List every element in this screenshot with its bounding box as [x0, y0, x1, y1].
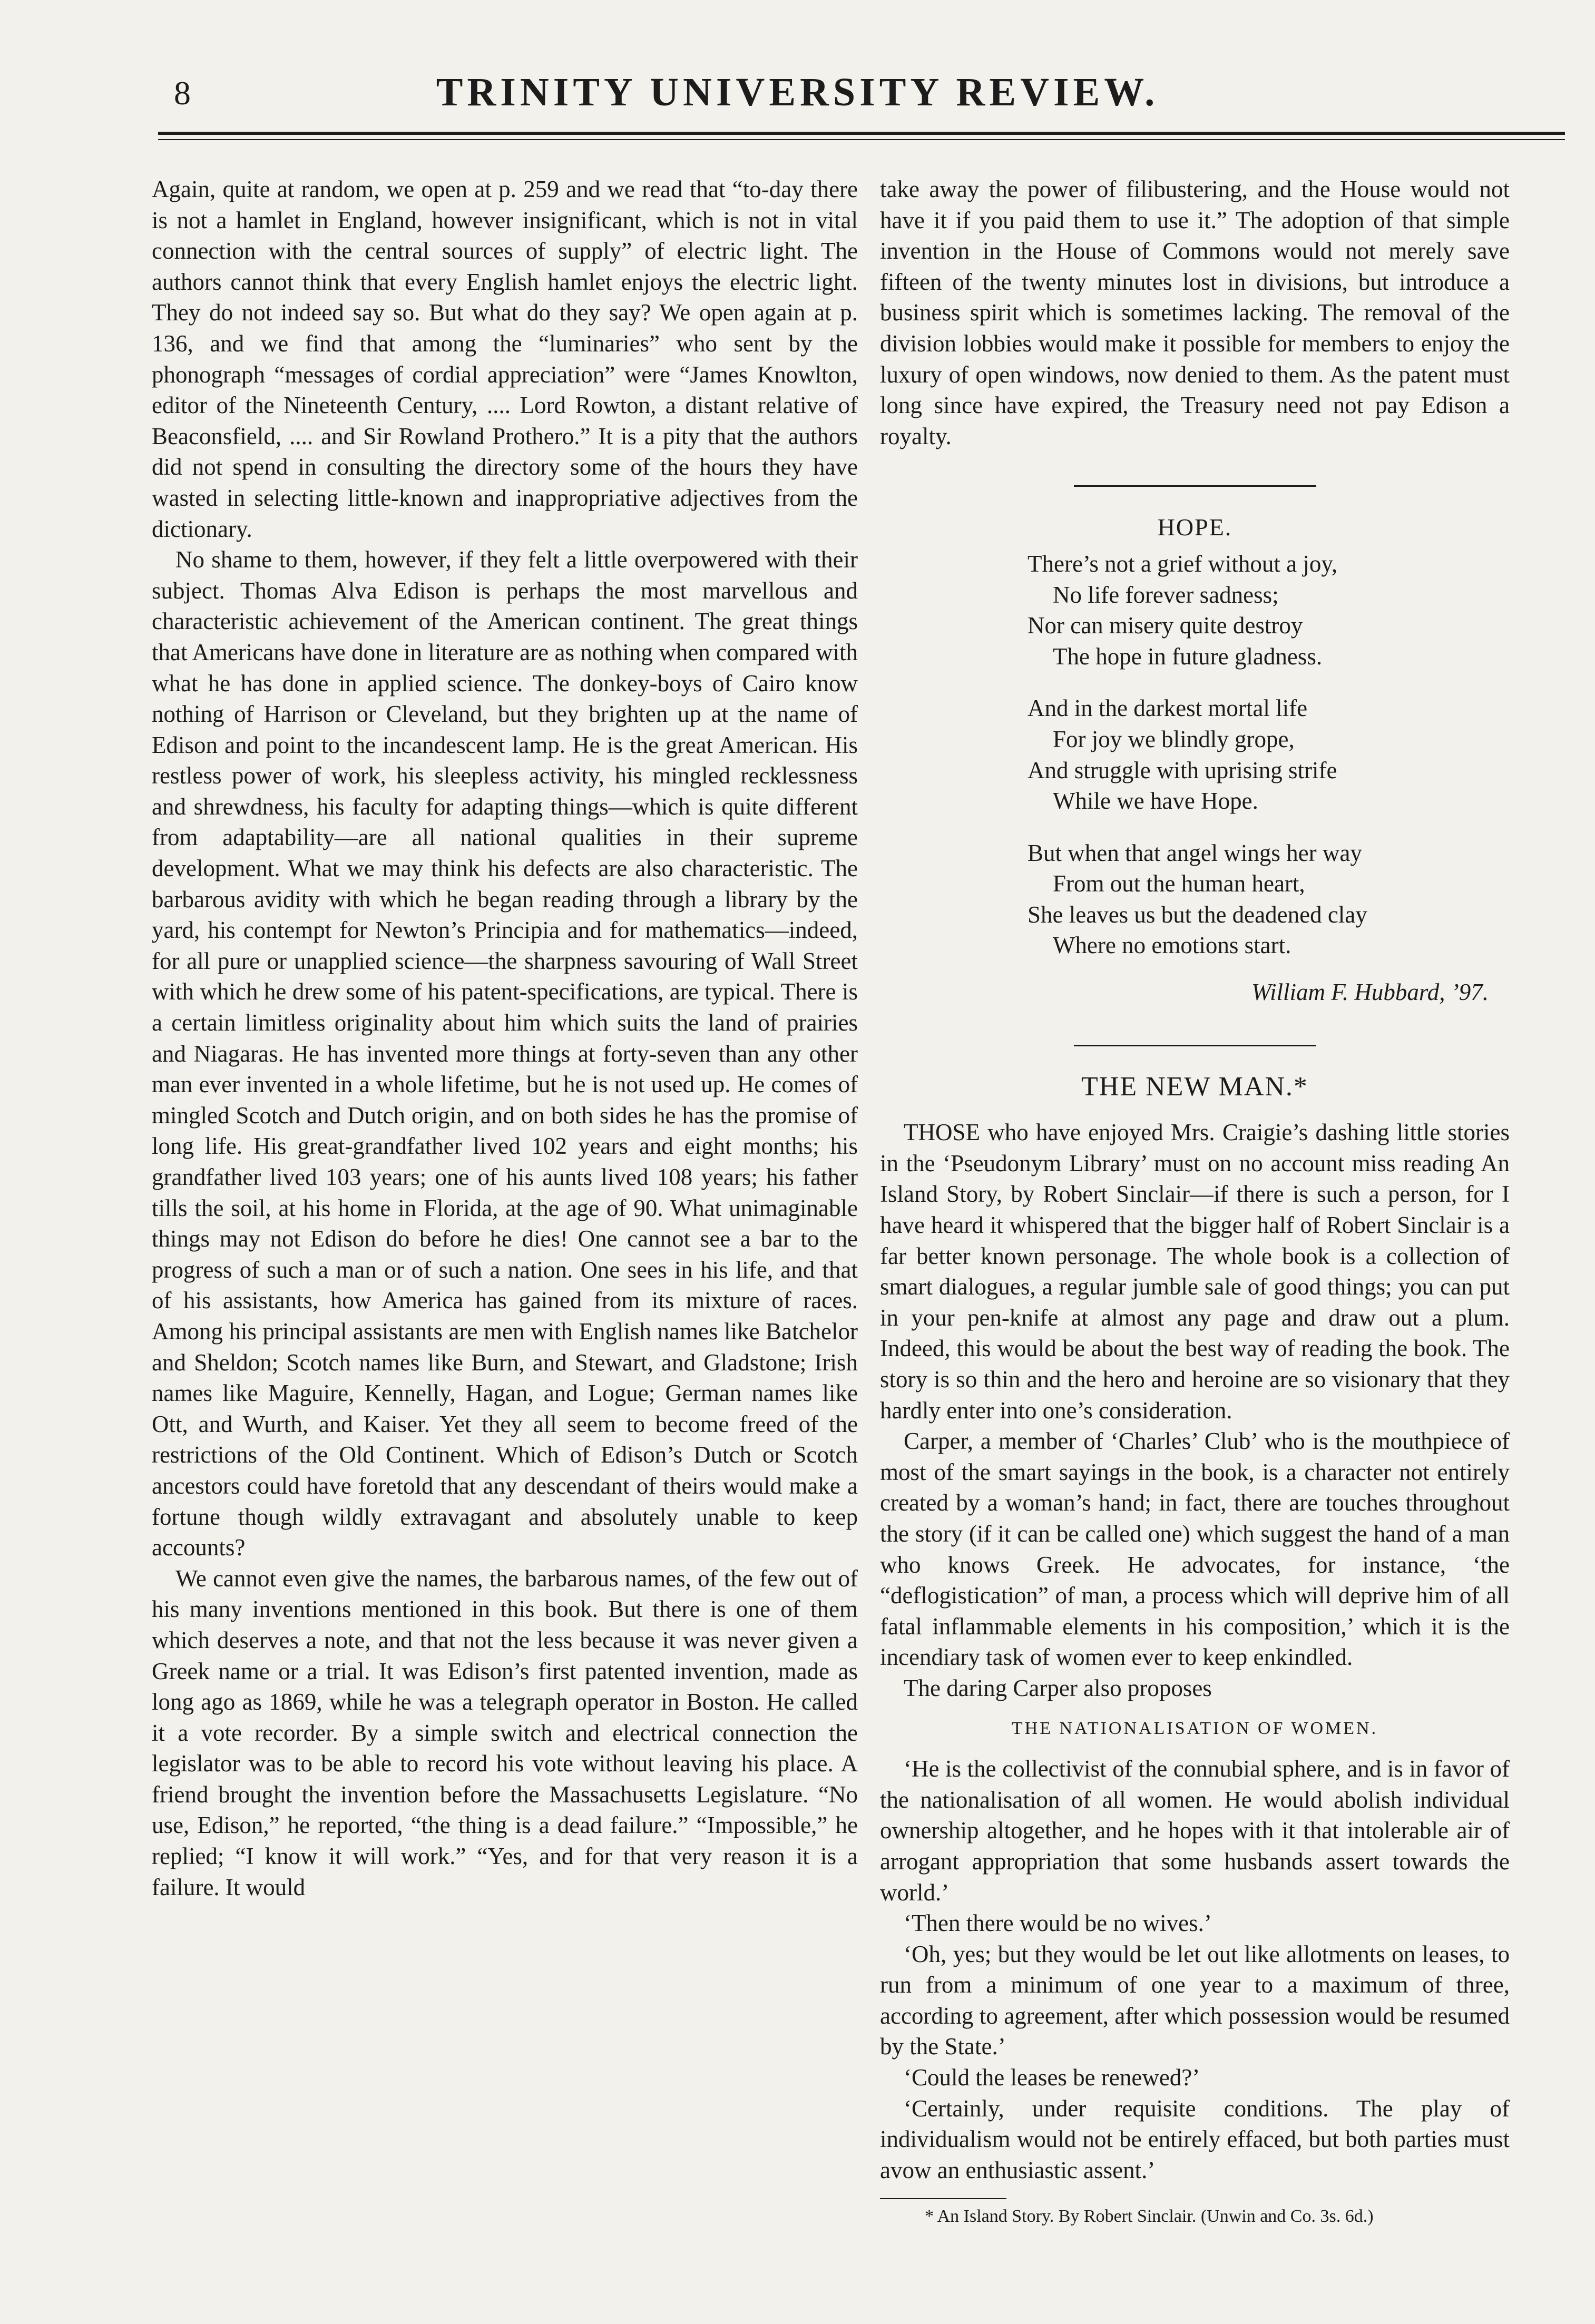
paragraph: We cannot even give the names, the barbarous names, of the few out of his many inventions mentioned in this book. But there is one of them which deserves a note, and that not the less because it was never given a Greek name or a trial. It was Edison’s first patented invention, made as long ago as 1869, while he was a telegraph operator in Boston. He called it a vote recorder. By a simple switch and electrical connection the legislator was to be able to record his vote without leaving his place. A friend brought the invention before the Massachusetts Legislature. “No use, Edison,” he reported, “the thing is a dead failure.” “Impossible,” he replied; “I know it will work.” “Yes, and for that very reason it is a failure. It would	[152, 1565, 858, 1900]
poem-line: The hope in future gladness.	[1053, 643, 1323, 670]
poem-line: There’s not a grief without a joy,	[1028, 550, 1338, 577]
poem-author: William F. Hubbard, ’97.	[1251, 979, 1489, 1006]
footnote: * An Island Story. By Robert Sinclair. (Unwin and Co. 3s. 6d.)	[925, 2207, 1374, 2227]
paragraph: THOSE who have enjoyed Mrs. Craigie’s dashing little stories in the ‘Pseudonym Library’ must on no account miss reading An Island Story, by Robert Sinclair—if there is such a person, for I have heard it whispered that the bigger half of Robert Sinclair is a far better known personage. The whole book is a collection of smart dialogues, a regular jumble sale of good things; you can put in your pen-knife at almost any page and draw out a plum. Indeed, this would be about the best way of reading the book. The story is so thin and the hero and heroine are so visionary that they hardly enter into one’s consideration.	[880, 1119, 1510, 1424]
poem-stanza	[1028, 838, 1510, 961]
poem-line: And in the darkest mortal life	[1028, 695, 1308, 722]
paragraph: Carper, a member of ‘Charles’ Club’ who is the mouthpiece of most of the smart sayings in the book, is a character not entirely created by a woman’s hand; in fact, there are touches throughout the story (if it can be called one) which suggest the hand of a man who knows Greek. He advocates, for instance, ‘the “deflogistication” of man, a process which will deprive him of all fatal inflammable elements in his composition,’ which it is the incendiary task of women ever to keep enkindled.	[880, 1428, 1510, 1671]
poem-line: Where no emotions start.	[1053, 932, 1291, 959]
paragraph: take away the power of filibustering, and the House would not have it if you paid them to use it.” The adoption of that simple invention in the House of Commons would not merely save fifteen of the twenty minutes lost in divisions, but introduce a business spirit which is sometimes lacking. The removal of the division lobbies would make it possible for members to enjoy the luxury of open windows, now denied to them. As the patent must long since have expired, the Treasury need not pay Edison a royalty.	[880, 176, 1510, 449]
section-divider	[1074, 485, 1316, 487]
section-divider	[1074, 1045, 1316, 1046]
dialogue-paragraph: ‘He is the collectivist of the connubial sphere, and is in favor of the nationalisation of all women. He would abolish individual ownership altogether, and he hopes with it that intolerable air of arrogant appropriation that some husbands assert towards the world.’	[880, 1756, 1510, 1906]
poem-stanza	[1028, 548, 1510, 672]
masthead-rule	[158, 132, 1565, 135]
poem-line: While we have Hope.	[1053, 788, 1258, 815]
poem-line: For joy we blindly grope,	[1053, 725, 1295, 752]
paragraph: The daring Carper also proposes	[904, 1674, 1212, 1701]
right-column	[880, 174, 1510, 2229]
footnote-rule	[880, 2198, 1006, 2199]
masthead-rule-thin	[158, 139, 1565, 140]
poem-line: Nor can misery quite destroy	[1028, 612, 1303, 639]
poem-line: But when that angel wings her way	[1028, 839, 1362, 866]
left-column	[152, 174, 858, 1903]
paragraph: Again, quite at random, we open at p. 259 and we read that “to-day there is not a hamlet in England, however insignificant, which is not in vital connection with the central sources of supply” of electric light. The authors cannot think that every English hamlet enjoys the electric light. They do not indeed say so. But what do they say? We open again at p. 136, and we find that among the “luminaries” who sent by the phonograph “messages of cordial appreciation” were “James Knowlton, editor of the Nineteenth Century, .... Lord Rowton, a distant relative of Beaconsfield, .... and Sir Rowland Prothero.” It is a pity that the authors did not spend in consulting the directory some of the hours they have wasted in selecting little-known and inappropriative adjectives from the dictionary.	[152, 176, 858, 542]
poem	[1028, 548, 1510, 961]
poem-line: From out the human heart,	[1053, 870, 1305, 897]
review-title: THE NEW MAN.*	[1081, 1071, 1308, 1102]
dialogue-paragraph: ‘Could the leases be renewed?’	[904, 2064, 1200, 2091]
paragraph: No shame to them, however, if they felt a little overpowered with their subject. Thomas Alva Edison is perhaps the most marvellous and characteristic achievement of the American continent. The great things that Americans have done in literature are as nothing when compared with what he has done in applied science. The donkey-boys of Cairo know nothing of Harrison or Cleveland, but they brighten up at the name of Edison and point to the incandescent lamp. He is the great American. His restless power of work, his sleepless activity, his mingled recklessness and shrewdness, his faculty for adapting things—which is quite different from adaptability—are all national qualities in their supreme development. What we may think his defects are also characteristic. The barbarous avidity with which he began reading through a library by the yard, his contempt for Newton’s Principia and for mathematics—indeed, for all pure or unapplied science—the sharpness savouring of Wall Street with which he drew some of his patent-specifications, are typical. There is a certain limitless originality about him which suits the land of prairies and Niagaras. He has invented more things at forty-seven than any other man ever invented in a whole lifetime, but he is not used up. He comes of mingled Scotch and Dutch origin, and on both sides he has the promise of long life. His great-grandfather lived 102 years and eight months; his grandfather lived 103 years; one of his aunts lived 108 years; his father tills the soil, at his home in Florida, at the age of 90. What unimaginable things may not Edison do before he dies! One cannot see a bar to the progress of such a man or of such a nation. One sees in his life, and that of his assistants, how America has gained from its mixture of races. Among his principal assistants are men with English names like Batchelor and Sheldon; Scotch names like Burn, and Stewart, and Gladstone; Irish names like Maguire, Kennelly, Hagan, and Logue; German names like Ott, and Wurth, and Kaiser. Yet they all seem to become freed of the restrictions of the Old Continent. Which of Edison’s Dutch or Scotch ancestors could have foretold that any descendant of theirs would make a fortune though wildly extravagant and absolutely unable to keep accounts?	[152, 546, 858, 1561]
journal-title: TRINITY UNIVERSITY REVIEW.	[436, 70, 1159, 114]
poem-line: She leaves us but the deadened clay	[1028, 901, 1367, 928]
page-number: 8	[174, 74, 191, 112]
poem-title: HOPE.	[1157, 514, 1232, 541]
dialogue-paragraph: ‘Certainly, under requisite conditions. The play of individualism would not be entirely effaced, but both parties must avow an enthusiastic assent.’	[880, 2095, 1510, 2183]
dialogue-paragraph: ‘Then there would be no wives.’	[904, 1910, 1212, 1937]
subheading: THE NATIONALISATION OF WOMEN.	[1011, 1718, 1378, 1738]
poem-stanza	[1028, 693, 1510, 816]
dialogue-paragraph: ‘Oh, yes; but they would be let out like allotments on leases, to run from a minimum of one year to a maximum of three, according to agreement, after which possession would be resumed by the State.’	[880, 1940, 1510, 2060]
poem-line: No life forever sadness;	[1053, 581, 1279, 608]
poem-line: And struggle with uprising strife	[1028, 757, 1337, 783]
